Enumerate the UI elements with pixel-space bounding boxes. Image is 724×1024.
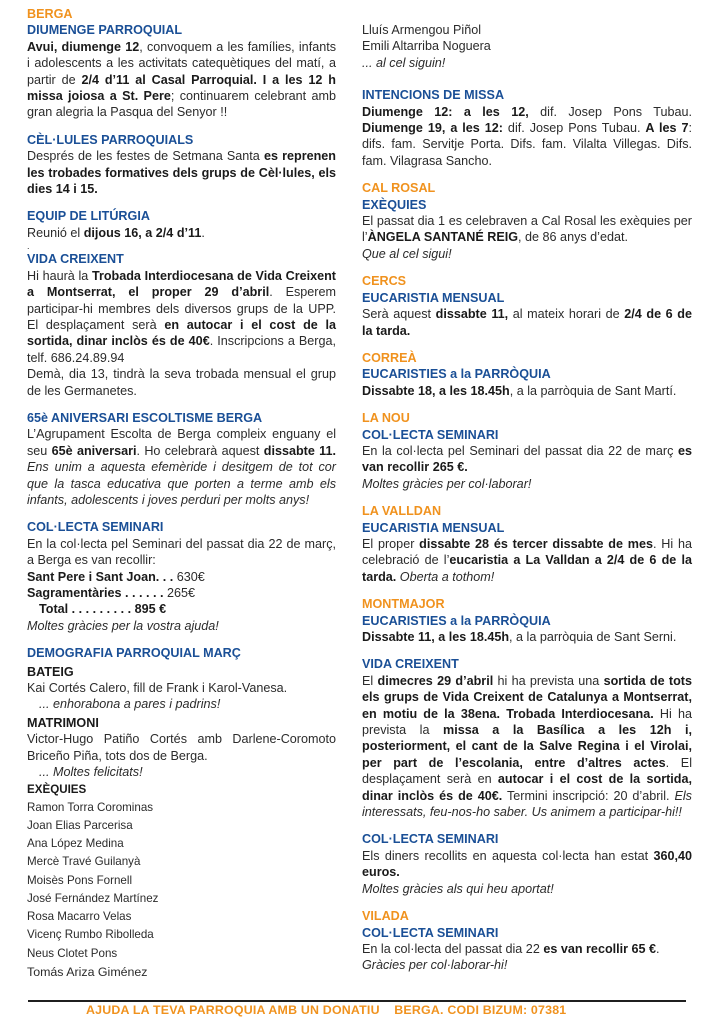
demografia-section <box>27 645 336 981</box>
wish-text: ... Moltes felicitats! <box>39 765 143 780</box>
list-item: Tomás Ariza Giménez <box>27 964 148 979</box>
town-heading: LA VALLDAN <box>362 504 442 519</box>
section-title: INTENCIONS DE MISSA <box>362 88 505 103</box>
section-title: VIDA CREIXENT <box>362 657 459 672</box>
escoltisme-section <box>27 410 336 508</box>
section-title: DEMOGRAFIA PARROQUIAL MARÇ <box>27 646 241 661</box>
correa-section <box>362 350 692 399</box>
right-column <box>362 22 692 985</box>
section-title: EUCARISTIA MENSUAL <box>362 290 505 305</box>
subheading: EXÈQUIES <box>27 783 87 797</box>
section-title: COL·LECTA SEMINARI <box>27 520 164 535</box>
section-text: En la col·lecta del passat dia 22 es van recollir 65 €. <box>362 941 660 956</box>
section-title: EUCARISTIES a la PARRÒQUIA <box>362 613 551 628</box>
list-item: Lluís Armengou Piñol <box>362 23 482 37</box>
section-text: Després de les festes de Setmana Santa es reprenen les trobades formatives dels grups de Cèl·lules, els dies 14 i 15. <box>27 149 336 197</box>
collecta-row: Sagramentàries . . . . . . 265€ <box>27 586 196 600</box>
town-heading: CERCS <box>362 274 407 289</box>
calrosal-section <box>362 180 692 262</box>
section-text: L’Agrupament Escolta de Berga compleix enguany el seu 65è aniversari. Ho celebrarà aquest dissabte 11. Ens unim a aquesta efemèride i desitgem de tot cor que la tasca educativa que porten a terme amb els infants, adolescents i joves perduri per molts anys! <box>27 427 336 507</box>
section-title: EUCARISTIES a la PARRÒQUIA <box>362 367 551 382</box>
footer-donation-banner: AJUDA LA TEVA PARROQUIA AMB UN DONATIU BERGA. CODI BIZUM: 07381 <box>86 1003 567 1017</box>
wish-text: Que al cel sigui! <box>362 246 452 261</box>
list-item: Joan Elias Parcerisa <box>27 819 133 833</box>
section-text: En la col·lecta pel Seminari del passat dia 22 de març, a Berga es van recollir: <box>27 536 336 568</box>
vida-creixent-right-section <box>362 656 692 820</box>
valldan-section <box>362 503 692 585</box>
town-heading: BERGA <box>27 7 73 21</box>
montmajor-section <box>362 596 692 645</box>
list-item: Neus Clotet Pons <box>27 946 118 960</box>
thanks-text: Moltes gràcies per la vostra ajuda! <box>27 618 219 633</box>
subheading: MATRIMONI <box>27 715 99 730</box>
exequies-list <box>27 799 336 981</box>
town-heading: MONTMAJOR <box>362 597 445 612</box>
section-title: 65è ANIVERSARI ESCOLTISME BERGA <box>27 410 263 425</box>
section-text: Els diners recollits en aquesta col·lecta han estat 360,40 euros. <box>362 848 692 880</box>
list-item: Rosa Macarro Velas <box>27 910 132 924</box>
section-title: EQUIP DE LITÚRGIA <box>27 209 150 224</box>
town-heading: VILADA <box>362 909 409 924</box>
section-title: COL·LECTA SEMINARI <box>362 925 499 940</box>
section-text: Hi haurà la Trobada Interdiocesana de Vida Creixent a Montserrat, el proper 29 d’abril. Esperem participar-hi membres dels diversos grups de la UPP. El desplaçament serà en autocar i el cost de la sortida, dinar inclòs és de 40€. Inscripcions a Berga, telf. 686.24.89.94 <box>27 268 337 365</box>
vida-creixent-section <box>27 251 336 399</box>
section-title: VIDA CREIXENT <box>27 252 124 267</box>
thanks-text: Moltes gràcies als qui heu aportat! <box>362 881 554 896</box>
town-heading: LA NOU <box>362 411 410 426</box>
intencions-section <box>362 87 692 169</box>
collecta-row: Sant Pere i Sant Joan. . . 630€ <box>27 569 205 584</box>
section-text: Avui, diumenge 12, convoquem a les famílies, infants i adolescents a les activitats catequètiques del matí, a partir de 2/4 d’11 al Casal Parroquial. I a les 12 h missa joiosa a St. Pere; continuarem celebrant amb gran alegria la Pasqua del Senyor !! <box>27 39 337 120</box>
cercs-section <box>362 273 692 339</box>
section-text: En la col·lecta pel Seminari del passat dia 22 de març es van recollir 265 €. <box>362 443 692 475</box>
lanou-section <box>362 410 692 492</box>
list-item: Ramon Torra Corominas <box>27 800 154 814</box>
list-item: Ana López Medina <box>27 837 124 851</box>
section-title: DIUMENGE PARROQUIAL <box>27 23 183 38</box>
section-title: CÈL·LULES PARROQUIALS <box>27 132 194 147</box>
section-text: Demà, dia 13, tindrà la seva trobada mensual el grup de les Germanetes. <box>27 367 336 398</box>
berga-diumenge-section <box>27 6 336 121</box>
town-heading: CORREÀ <box>362 350 417 365</box>
collecta-right-section <box>362 831 692 897</box>
matrimoni-text: Victor-Hugo Patiño Cortés amb Darlene-Coromoto Briceño Piña, tots dos de Berga. <box>27 732 336 763</box>
section-text: El dimecres 29 d’abril hi ha prevista una sortida de tots els grups de Vida Creixent de Catalunya a Montserrat, en motiu de la 38ena. Trobada Interdiocesana. Hi ha prevista la missa a la Basílica a les 12h i, posteriorment, el cant de la Salve Regina i el Virolai, per part de l’escolania, entre d’altres actes. El desplaçament serà en autocar i el cost de la sortida, dinar inclòs és de 40€. Termini inscripció: 20 d’abril. Els interessats, feu-nos-ho saber. Us animem a participar-hi!! <box>362 673 693 820</box>
wish-text: ... enhorabona a pares i padrins! <box>39 697 221 712</box>
collecta-berga-section <box>27 519 336 634</box>
bateig-text: Kai Cortés Calero, fill de Frank i Karol-Vanesa. <box>27 681 288 696</box>
town-heading: CAL ROSAL <box>362 181 436 196</box>
liturgia-section <box>27 208 336 251</box>
section-text: Reunió el dijous 16, a 2/4 d’11. <box>27 225 205 240</box>
list-item: Vicenç Rumbo Ribolleda <box>27 928 154 942</box>
vilada-section <box>362 908 692 974</box>
exequies-continued <box>362 22 692 71</box>
stray-dot: . <box>27 241 30 252</box>
section-title: EUCARISTIA MENSUAL <box>362 520 505 535</box>
section-text: El proper dissabte 28 és tercer dissabte de mes. Hi ha celebració de l’eucaristia a La Valldan a 2/4 de 6 de la tarda. Oberta a tothom! <box>362 536 692 584</box>
section-title: COL·LECTA SEMINARI <box>362 832 499 847</box>
section-text: Dissabte 18, a les 18.45h, a la parròquia de Sant Martí. <box>362 383 677 398</box>
wish-text: ... al cel siguin! <box>362 55 446 70</box>
subheading: BATEIG <box>27 664 74 679</box>
thanks-text: Gràcies per col·laborar-hi! <box>362 958 508 973</box>
list-item: Emili Altarriba Noguera <box>362 39 491 54</box>
collecta-total: Total . . . . . . . . . 895 € <box>39 602 167 617</box>
section-text: Dissabte 11, a les 18.45h, a la parròquia de Sant Serni. <box>362 630 677 644</box>
list-item: Moisès Pons Fornell <box>27 873 133 887</box>
thanks-text: Moltes gràcies per col·laborar! <box>362 476 532 491</box>
list-item: Mercè Travé Guilanyà <box>27 855 141 869</box>
section-text: Serà aquest dissabte 11, al mateix horari de 2/4 de 6 de la tarda. <box>362 307 692 338</box>
left-column <box>27 6 336 992</box>
list-item: José Fernández Martínez <box>27 891 159 905</box>
section-title: COL·LECTA SEMINARI <box>362 427 499 442</box>
section-title: EXÈQUIES <box>362 197 427 212</box>
footer-divider <box>28 1000 686 1002</box>
cellules-section <box>27 132 336 198</box>
section-text: Diumenge 12: a les 12, dif. Josep Pons Tubau. Diumenge 19, a les 12: dif. Josep Pons Tubau. A les 7: difs. fam. Servitje Porta. Difs. fam. Vilalta Villegas. Difs. fam. Vilagrasa Sancho. <box>362 104 692 168</box>
section-text: El passat dia 1 es celebraven a Cal Rosal les exèquies per l’ÀNGELA SANTANÉ REIG, de 86 anys d’edat. <box>362 214 692 245</box>
